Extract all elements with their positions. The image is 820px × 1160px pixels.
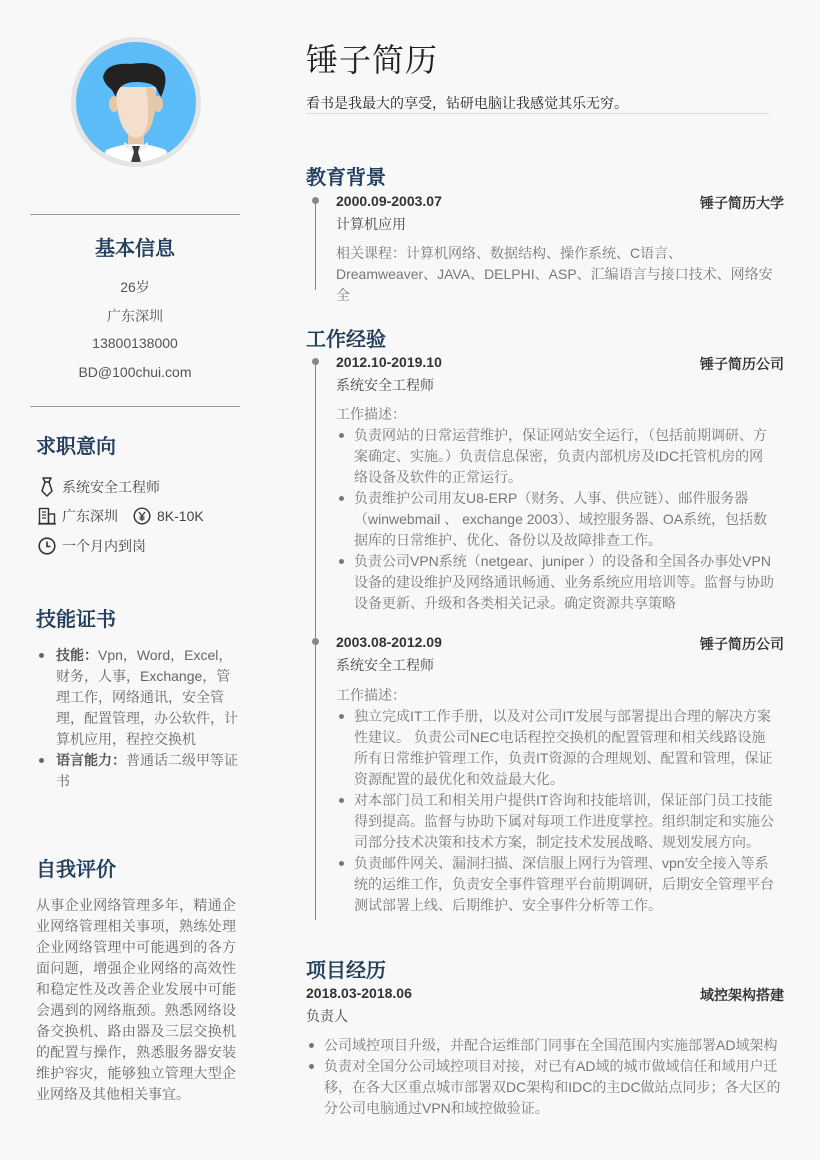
- skills-title: 技能证书: [36, 609, 116, 631]
- intent-location-salary-row: [37, 506, 204, 526]
- work-date: 2003.08-2012.09: [336, 634, 442, 650]
- work-role: 系统安全工程师: [336, 657, 434, 673]
- skill-item: [36, 750, 241, 792]
- intent-position: 系统安全工程师: [62, 479, 160, 495]
- project-role: 负责人: [306, 1008, 348, 1024]
- self-eval-text: 从事企业网络管理多年，精通企业网络管理相关事项，熟练处理企业网络管理中可能遇到的各方面问题，增强企业网络的高效性和稳定性及改善企业发展中可能会遇到的网络瓶颈。熟悉网络设备交换机、路由器及三层交换机的配置与操作，熟悉服务器安装维护容灾，能够独立管理大型企业网络及其他相关事宜。: [36, 897, 236, 1102]
- work-date: 2012.10-2019.10: [336, 354, 442, 370]
- work-desc-label: 工作描述：: [336, 406, 406, 422]
- resume-name: 锤子简历: [306, 42, 439, 78]
- yen-icon: [132, 506, 152, 526]
- skills-list: [36, 645, 241, 792]
- location: 广东深圳: [107, 308, 163, 324]
- phone: 13800138000: [92, 335, 178, 351]
- work-desc-label: 工作描述：: [336, 687, 406, 703]
- clock-icon: [37, 536, 57, 556]
- edu-courses: 相关课程：计算机网络、数据结构、操作系统、C语言、Dreamweaver、JAVA、DELPHI、ASP、汇编语言与接口技术、网络安全: [336, 245, 773, 303]
- work-bullets: [336, 425, 776, 614]
- projects-title: 项目经历: [306, 960, 386, 982]
- intent-city: 广东深圳: [62, 508, 118, 524]
- skill-item: [36, 645, 241, 750]
- job-intent-title: 求职意向: [36, 436, 116, 458]
- skill-label: 技能：: [56, 647, 98, 663]
- work-title: 工作经验: [306, 329, 386, 351]
- divider: [306, 113, 769, 114]
- work-role: 系统安全工程师: [336, 377, 434, 393]
- divider: [30, 406, 240, 407]
- list-item: 公司域控项目升级，并配合运维部门同事在全国范围内实施部署AD域架构: [306, 1035, 781, 1056]
- skill-value: 普通话二级甲等证书: [56, 752, 238, 789]
- timeline-dot: [312, 358, 319, 365]
- intent-salary: 8K-10K: [157, 508, 204, 524]
- motto: 看书是我最大的享受，钻研电脑让我感觉其乐无穷。: [306, 95, 628, 111]
- person-avatar-icon: [76, 42, 196, 162]
- work-company: 锤子简历公司: [700, 356, 784, 372]
- edu-major: 计算机应用: [336, 216, 406, 232]
- age: 26岁: [120, 279, 150, 295]
- work-company: 锤子简历公司: [700, 636, 784, 652]
- project-name: 域控架构搭建: [700, 987, 784, 1003]
- timeline-dot: [312, 638, 319, 645]
- skill-label: 语言能力：: [56, 752, 126, 768]
- timeline-line: [315, 200, 316, 290]
- skill-value: Vpn，Word，Excel，财务，人事，Exchange，管理工作，网络通讯，安全管理，配置管理，办公软件，计算机应用，程控交换机: [56, 647, 238, 747]
- list-item: 负责邮件网关、漏洞扫描、深信服上网行为管理、vpn安全接入等系统的运维工作，负责安全事件管理平台前期调研，后期安全管理平台测试部署上线、后期维护、安全事件分析等工作。: [336, 853, 776, 916]
- list-item: 负责网站的日常运营维护，保证网站安全运行，（包括前期调研、方案确定、实施。）负责信息保密，负责内部机房及IDC托管机房的网络设备及软件的正常运行。: [336, 425, 776, 488]
- basic-info-title: 基本信息: [95, 238, 175, 260]
- building-icon: [37, 506, 57, 526]
- edu-school: 锤子简历大学: [700, 195, 784, 211]
- list-item: 负责对全国分公司域控项目对接，对已有AD域的城市做域信任和域用户迁移，在各大区重点城市部署双DC架构和IDC的主DC做站点同步；各大区的分公司电脑通过VPN和域控做验证。: [306, 1056, 781, 1119]
- list-item: 负责公司VPN系统（netgear、juniper ）的设备和全国各办事处VPN设备的建设维护及网络通讯畅通、业务系统应用培训等。监督与协助设备更新、升级和各类相关记录。确定资源共享策略: [336, 551, 776, 614]
- intent-availability-row: [37, 536, 146, 556]
- avatar-image: [76, 42, 196, 162]
- edu-date: 2000.09-2003.07: [336, 193, 442, 209]
- project-date: 2018.03-2018.06: [306, 985, 412, 1001]
- avatar: [71, 37, 201, 167]
- list-item: 独立完成IT工作手册，以及对公司IT发展与部署提出合理的解决方案性建议。 负责公司NEC电话程控交换机的配置管理和相关线路设施所有日常维护管理工作，负责IT资源的合理规划、配置和管理，保证资源配置的最优化和效益最大化。: [336, 706, 776, 790]
- intent-availability: 一个月内到岗: [62, 538, 146, 554]
- list-item: 对本部门员工和相关用户提供IT咨询和技能培训，保证部门员工技能得到提高。监督与协助下属对每项工作进度掌控。组织制定和实施公司部分技术决策和技术方案，制定技术发展战略、规划发展方向。: [336, 790, 776, 853]
- work-bullets: [336, 706, 776, 916]
- list-item: 负责维护公司用友U8-ERP（财务、人事、供应链）、邮件服务器（winwebmail 、 exchange 2003）、域控服务器、OA系统，包括数据库的日常维护、优化、备份以及故障排查工作。: [336, 488, 776, 551]
- project-bullets: [306, 1035, 781, 1119]
- self-eval-title: 自我评价: [36, 859, 116, 881]
- tie-icon: [37, 477, 57, 497]
- intent-position-row: [37, 477, 160, 497]
- timeline-dot: [312, 197, 319, 204]
- education-title: 教育背景: [306, 167, 386, 189]
- divider: [30, 214, 240, 215]
- email: BD@100chui.com: [78, 364, 192, 380]
